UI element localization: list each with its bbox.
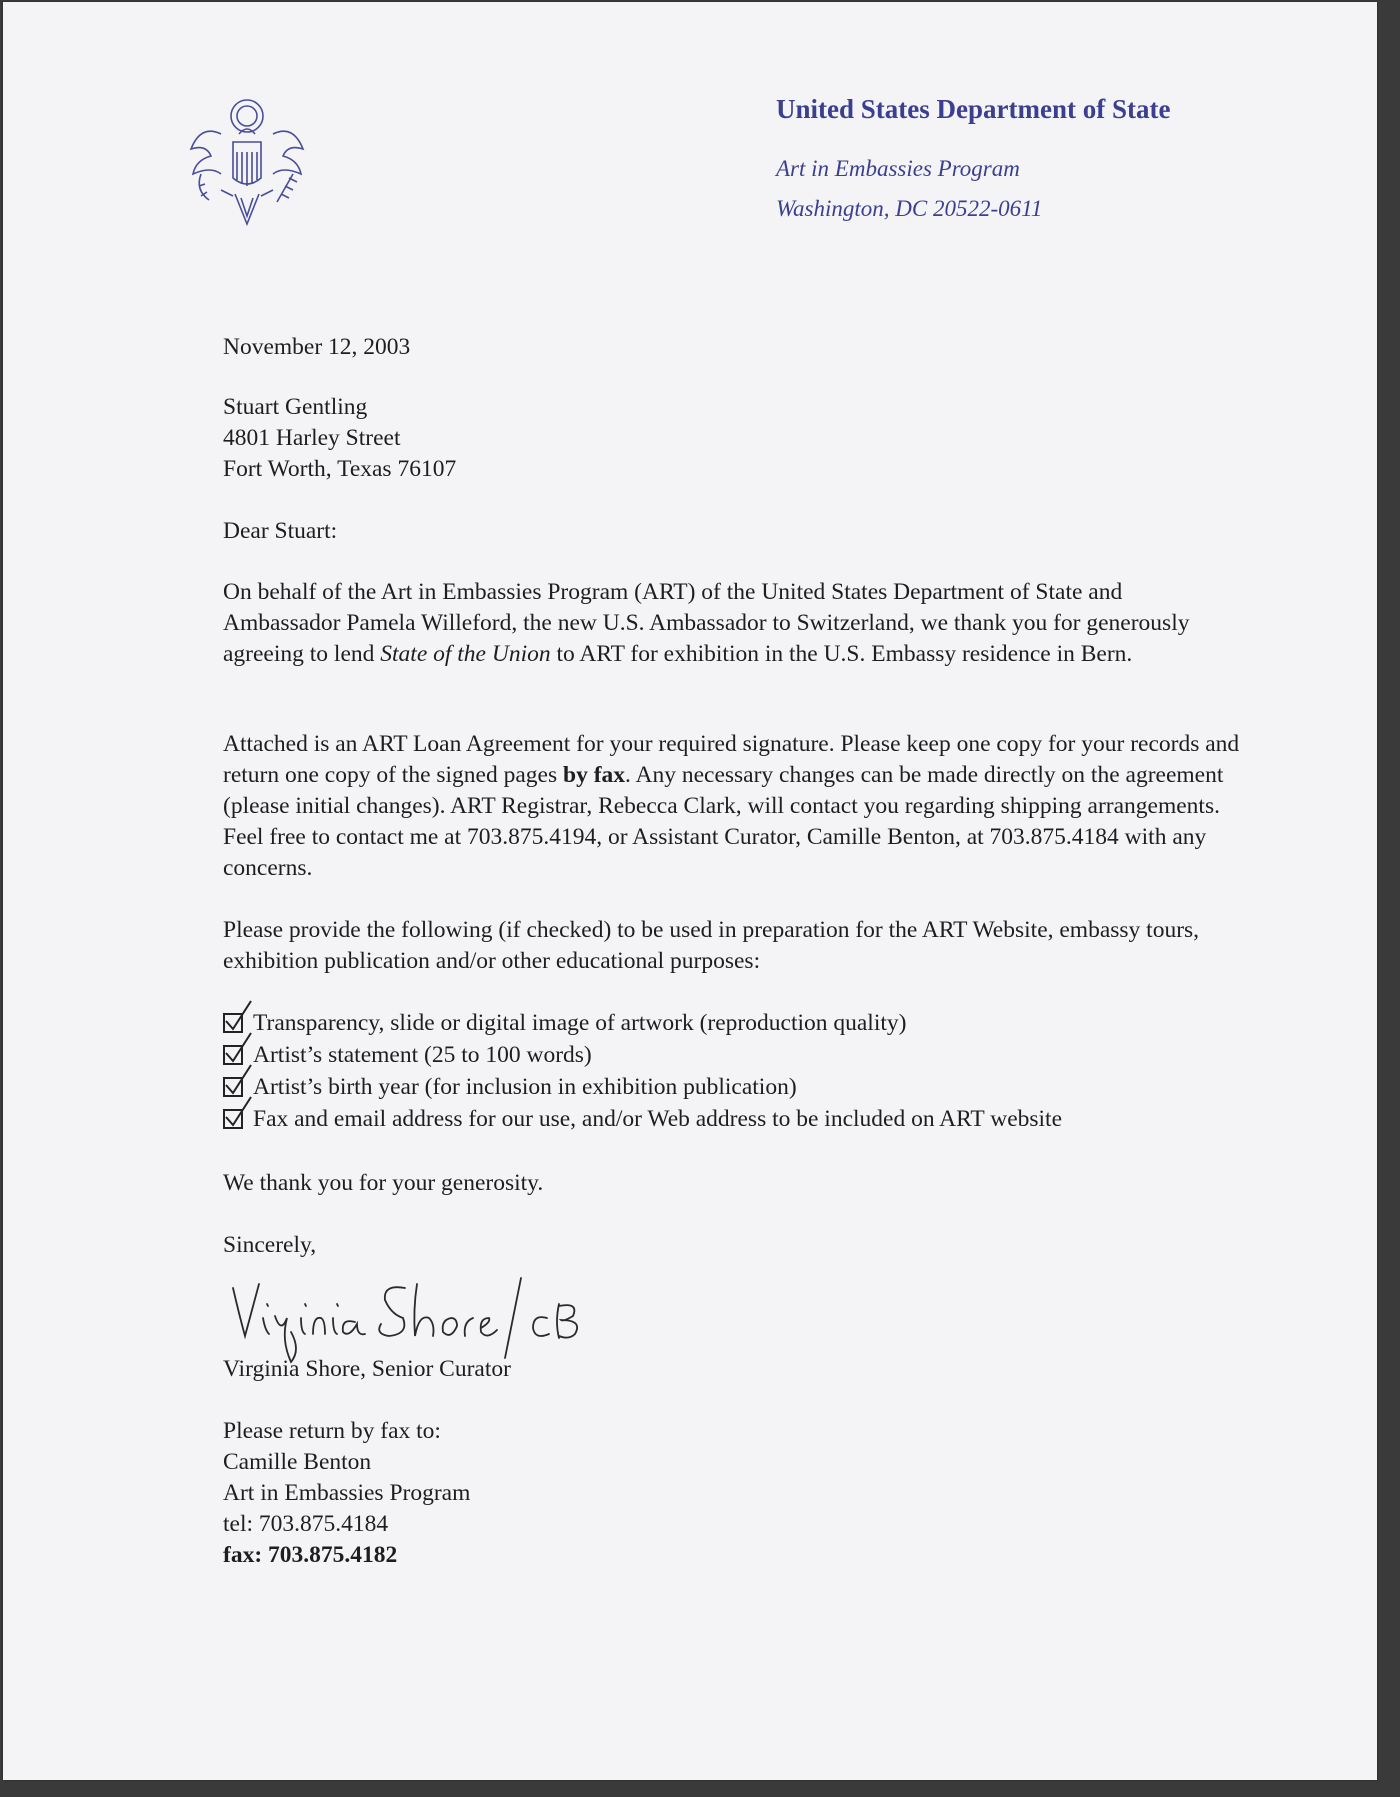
checkbox-checked-icon[interactable] <box>223 1013 243 1033</box>
checklist-item <box>223 1071 1062 1103</box>
recipient-address <box>223 392 456 485</box>
recipient-name: Stuart Gentling <box>223 394 368 420</box>
return-fax: fax: 703.875.4182 <box>223 1542 398 1568</box>
checklist-label: Artist’s birth year (for inclusion in exhibition publication) <box>253 1073 797 1100</box>
artwork-title: State of the Union <box>380 641 551 667</box>
recipient-street: 4801 Harley Street <box>223 425 401 451</box>
thanks-line: We thank you for your generosity. <box>223 1170 544 1196</box>
signer-name: Virginia Shore, Senior Curator <box>223 1356 511 1382</box>
letter-page <box>3 2 1377 1780</box>
letterhead-address: Washington, DC 20522-0611 <box>776 196 1043 221</box>
checklist-label: Fax and email address for our use, and/or Web address to be included on ART website <box>253 1105 1063 1132</box>
checklist-item <box>223 1007 1062 1039</box>
great-seal-icon <box>181 94 313 234</box>
checklist-label: Artist’s statement (25 to 100 words) <box>253 1041 592 1068</box>
checklist-item <box>223 1039 1062 1071</box>
checkbox-checked-icon[interactable] <box>223 1109 243 1129</box>
checklist-label: Transparency, slide or digital image of artwork (reproduction quality) <box>253 1009 907 1036</box>
letter-date: November 12, 2003 <box>223 334 411 360</box>
paragraph-agreement <box>223 729 1243 884</box>
paragraph-intro <box>223 577 1243 670</box>
letterhead-title: United States Department of State <box>776 94 1171 124</box>
paragraph-request: Please provide the following (if checked) to be used in preparation for the ART Website, embassy tours, exhibition publication and/or other educational purposes: <box>223 917 1200 974</box>
paragraph-intro-part-a: On behalf of the Art in Embassies Program (ART) of the United States Department of State and Ambassador Pamela Willeford, the new U.S. Ambassador to Switzerland, we thank you for generously agreeing to lend <box>223 579 1190 667</box>
checkbox-checked-icon[interactable] <box>223 1045 243 1065</box>
paragraph-intro-part-b: to ART for exhibition in the U.S. Embassy residence in Bern. <box>550 641 1133 667</box>
return-name: Camille Benton <box>223 1449 372 1475</box>
letterhead-program: Art in Embassies Program <box>776 156 1020 181</box>
return-heading: Please return by fax to: <box>223 1418 441 1444</box>
by-fax-emphasis: by fax <box>563 762 626 788</box>
paragraph-agreement-part-a: Attached is an ART Loan Agreement for your required signature. Please keep one copy for your records and return one copy of the signed pages <box>223 731 1240 788</box>
return-fax-block <box>223 1416 470 1571</box>
salutation: Dear Stuart: <box>223 518 338 544</box>
closing: Sincerely, <box>223 1232 317 1258</box>
recipient-city: Fort Worth, Texas 76107 <box>223 456 457 482</box>
checklist <box>223 1007 1062 1135</box>
return-org: Art in Embassies Program <box>223 1480 471 1506</box>
return-tel: tel: 703.875.4184 <box>223 1511 389 1537</box>
handwritten-signature <box>229 1274 629 1364</box>
checkbox-checked-icon[interactable] <box>223 1077 243 1097</box>
checklist-item <box>223 1103 1062 1135</box>
letterhead <box>776 94 1171 221</box>
paragraph-agreement-part-b: . Any necessary changes can be made directly on the agreement (please initial changes). ART Registrar, Rebecca Clark, will contact you regarding shipping arrangements. Feel free to contact me at 703.875.4194, or Assistant Curator, Camille Benton, at 703.875.4184 with any concerns. <box>223 762 1224 881</box>
